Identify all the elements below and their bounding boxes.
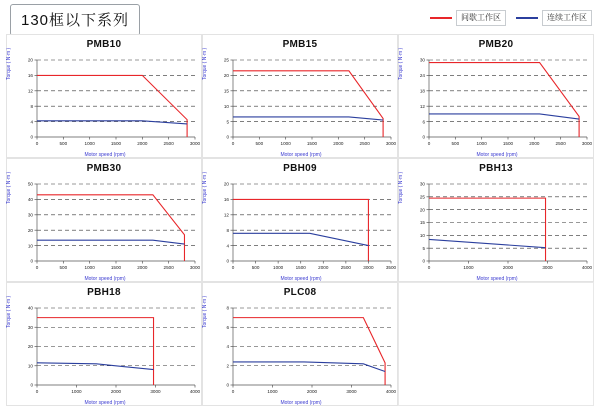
svg-text:2000: 2000: [306, 389, 318, 394]
y-axis-label: Torque ( N·m ): [6, 47, 12, 80]
x-axis-label: Motor speed (rpm): [280, 276, 322, 282]
svg-text:3000: 3000: [363, 265, 374, 270]
svg-text:1500: 1500: [110, 265, 122, 270]
svg-text:0: 0: [231, 141, 235, 146]
chart-cell-plc08: [202, 282, 398, 406]
svg-text:0: 0: [226, 258, 229, 264]
svg-text:2500: 2500: [163, 141, 174, 146]
svg-text:6: 6: [226, 324, 229, 330]
svg-text:24: 24: [419, 73, 425, 79]
series-continuous: [233, 362, 385, 372]
series-continuous: [37, 121, 187, 124]
svg-text:10: 10: [223, 103, 229, 109]
series-continuous: [233, 117, 383, 120]
svg-text:2500: 2500: [359, 141, 370, 146]
svg-text:0: 0: [231, 265, 235, 270]
svg-text:2000: 2000: [137, 265, 148, 270]
svg-text:3000: 3000: [189, 141, 201, 146]
chart-title: PMB20: [478, 39, 514, 50]
chart-title: PMB15: [282, 39, 318, 50]
svg-text:1500: 1500: [110, 141, 122, 146]
chart-svg: [203, 300, 399, 407]
svg-text:16: 16: [27, 73, 33, 79]
svg-text:2000: 2000: [110, 389, 122, 394]
svg-text:3500: 3500: [385, 265, 397, 270]
legend-item-intermittent: [430, 10, 506, 26]
chart-svg: [7, 52, 203, 159]
svg-text:4000: 4000: [581, 265, 593, 270]
svg-text:30: 30: [419, 57, 425, 63]
header: [0, 0, 600, 34]
chart-svg: [7, 300, 203, 407]
series-continuous: [37, 240, 184, 244]
chart-cell-pmb30: [6, 158, 202, 282]
plot-area: [6, 171, 203, 283]
legend-swatch-blue: [516, 17, 538, 19]
svg-text:10: 10: [419, 233, 425, 239]
svg-text:4: 4: [30, 119, 33, 125]
legend-item-continuous: [516, 10, 592, 26]
series-continuous: [37, 363, 154, 370]
chart-svg: [7, 176, 203, 283]
svg-text:2500: 2500: [163, 265, 174, 270]
svg-text:20: 20: [223, 181, 229, 187]
svg-text:500: 500: [255, 141, 264, 146]
svg-text:4000: 4000: [385, 389, 397, 394]
svg-text:1000: 1000: [84, 141, 95, 146]
svg-text:6: 6: [422, 119, 425, 125]
svg-text:10: 10: [27, 243, 33, 249]
svg-text:25: 25: [223, 57, 229, 63]
series-intermittent: [233, 318, 385, 385]
chart-cell-pmb20: [398, 34, 594, 158]
chart-title: PMB30: [86, 163, 122, 174]
legend: [430, 10, 592, 26]
chart-cell-pbh09: [202, 158, 398, 282]
svg-text:3000: 3000: [385, 141, 397, 146]
svg-text:30: 30: [27, 212, 33, 218]
svg-text:1000: 1000: [280, 141, 291, 146]
svg-text:0: 0: [231, 389, 235, 394]
svg-text:12: 12: [27, 88, 33, 94]
x-axis-label: Motor speed (rpm): [476, 276, 518, 282]
svg-text:500: 500: [451, 141, 460, 146]
svg-text:1500: 1500: [502, 141, 514, 146]
series-continuous: [429, 114, 579, 119]
series-intermittent: [233, 71, 383, 137]
svg-text:0: 0: [35, 265, 39, 270]
x-axis-label: Motor speed (rpm): [280, 152, 322, 158]
y-axis-label: Torque ( N·m ): [202, 295, 208, 328]
svg-text:2000: 2000: [137, 141, 148, 146]
plot-area: [6, 295, 203, 407]
svg-text:0: 0: [226, 134, 229, 140]
plot-area: [202, 171, 399, 283]
svg-text:2000: 2000: [333, 141, 344, 146]
y-axis-label: Torque ( N·m ): [202, 171, 208, 204]
svg-text:40: 40: [27, 197, 33, 203]
chart-cell-pmb15: [202, 34, 398, 158]
y-axis-label: Torque ( N·m ): [398, 47, 404, 80]
svg-text:30: 30: [27, 324, 33, 330]
series-intermittent: [37, 318, 154, 385]
svg-text:20: 20: [27, 227, 33, 233]
x-axis-label: Motor speed (rpm): [476, 152, 518, 158]
svg-text:5: 5: [422, 245, 425, 251]
series-intermittent: [429, 198, 546, 261]
chart-title: PBH13: [479, 163, 513, 174]
series-continuous: [429, 239, 546, 247]
svg-text:20: 20: [27, 344, 33, 350]
svg-text:4000: 4000: [189, 389, 201, 394]
svg-text:16: 16: [223, 197, 229, 203]
plot-area: [202, 295, 399, 407]
x-axis-label: Motor speed (rpm): [84, 152, 126, 158]
svg-text:3000: 3000: [346, 389, 357, 394]
svg-text:2500: 2500: [340, 265, 351, 270]
svg-text:3000: 3000: [581, 141, 593, 146]
svg-text:1000: 1000: [476, 141, 487, 146]
svg-text:2000: 2000: [318, 265, 329, 270]
svg-text:1000: 1000: [71, 389, 82, 394]
svg-text:4: 4: [226, 344, 229, 350]
svg-text:0: 0: [30, 258, 33, 264]
svg-text:0: 0: [226, 382, 229, 388]
svg-text:25: 25: [419, 194, 425, 200]
series-intermittent: [429, 63, 579, 137]
legend-label-intermittent: 间歇工作区: [456, 10, 506, 26]
svg-text:20: 20: [27, 57, 33, 63]
svg-text:40: 40: [27, 305, 33, 311]
svg-text:5: 5: [226, 119, 229, 125]
svg-text:2: 2: [226, 363, 229, 369]
svg-text:1000: 1000: [273, 265, 284, 270]
x-axis-label: Motor speed (rpm): [84, 400, 126, 406]
chart-title: PLC08: [283, 287, 317, 298]
svg-text:0: 0: [35, 141, 39, 146]
svg-text:500: 500: [251, 265, 260, 270]
plot-area: [6, 47, 203, 159]
svg-text:20: 20: [223, 73, 229, 79]
svg-text:500: 500: [59, 141, 68, 146]
chart-title: PBH09: [283, 163, 317, 174]
plot-area: [202, 47, 399, 159]
x-axis-label: Motor speed (rpm): [84, 276, 126, 282]
svg-text:0: 0: [422, 134, 425, 140]
svg-text:2500: 2500: [555, 141, 566, 146]
chart-title: PMB10: [86, 39, 122, 50]
svg-text:500: 500: [59, 265, 68, 270]
svg-text:12: 12: [419, 103, 425, 109]
chart-cell-pbh18: [6, 282, 202, 406]
svg-text:0: 0: [30, 382, 33, 388]
legend-swatch-red: [430, 17, 452, 19]
y-axis-label: Torque ( N·m ): [202, 47, 208, 80]
svg-text:2000: 2000: [529, 141, 540, 146]
svg-text:3000: 3000: [150, 389, 161, 394]
svg-text:0: 0: [35, 389, 39, 394]
svg-text:50: 50: [27, 181, 33, 187]
svg-text:15: 15: [223, 88, 229, 94]
svg-text:30: 30: [419, 181, 425, 187]
plot-area: [398, 171, 595, 283]
svg-text:8: 8: [226, 227, 229, 233]
series-intermittent: [37, 195, 184, 261]
y-axis-label: Torque ( N·m ): [6, 171, 12, 204]
series-continuous: [233, 233, 368, 245]
chart-svg: [203, 176, 399, 283]
legend-label-continuous: 连续工作区: [542, 10, 592, 26]
svg-text:15: 15: [419, 220, 425, 226]
svg-text:1500: 1500: [295, 265, 306, 270]
svg-text:0: 0: [427, 141, 431, 146]
plot-area: [398, 47, 595, 159]
svg-text:10: 10: [27, 363, 33, 369]
svg-text:8: 8: [30, 103, 33, 109]
svg-text:1000: 1000: [267, 389, 278, 394]
chart-svg: [203, 52, 399, 159]
chart-svg: [399, 52, 595, 159]
y-axis-label: Torque ( N·m ): [6, 295, 12, 328]
svg-text:3000: 3000: [542, 265, 553, 270]
svg-text:4: 4: [226, 243, 229, 249]
chart-title: PBH18: [87, 287, 121, 298]
svg-text:18: 18: [419, 88, 425, 94]
svg-text:0: 0: [427, 265, 431, 270]
page-title: 130框以下系列: [10, 4, 140, 36]
chart-cell-pbh13: [398, 158, 594, 282]
svg-text:0: 0: [422, 258, 425, 264]
chart-grid: [6, 34, 594, 406]
chart-svg: [399, 176, 595, 283]
svg-text:2000: 2000: [502, 265, 514, 270]
y-axis-label: Torque ( N·m ): [398, 171, 404, 204]
chart-cell-empty: [398, 282, 594, 406]
svg-text:20: 20: [419, 207, 425, 213]
svg-text:3000: 3000: [189, 265, 201, 270]
svg-text:12: 12: [223, 212, 229, 218]
chart-cell-pmb10: [6, 34, 202, 158]
svg-text:1500: 1500: [306, 141, 318, 146]
svg-text:1000: 1000: [463, 265, 474, 270]
x-axis-label: Motor speed (rpm): [280, 400, 322, 406]
svg-text:1000: 1000: [84, 265, 95, 270]
svg-text:8: 8: [226, 305, 229, 311]
svg-text:0: 0: [30, 134, 33, 140]
